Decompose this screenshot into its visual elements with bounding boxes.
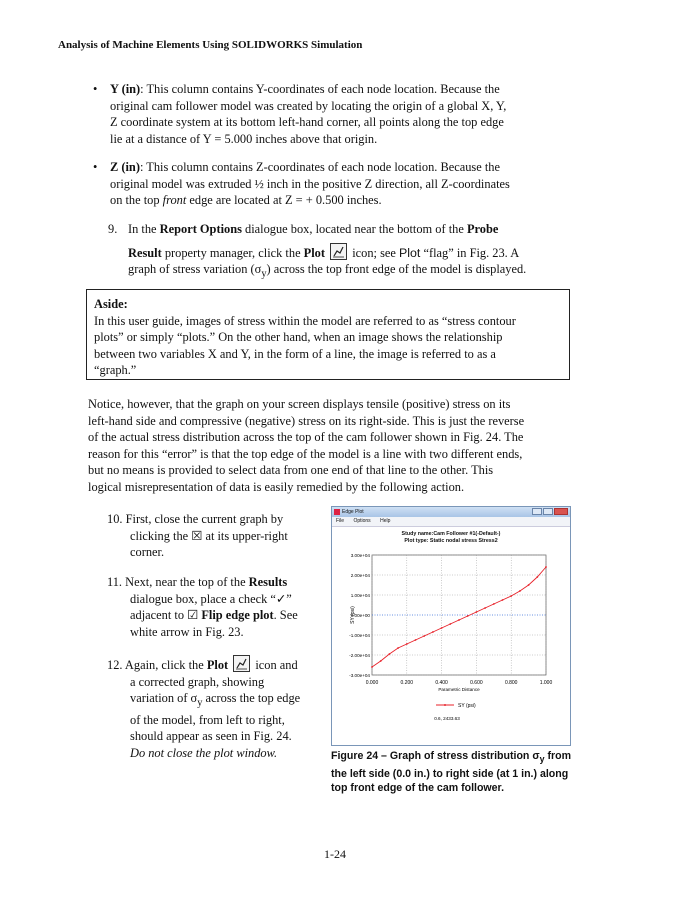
text: property manager, click the [161,245,304,260]
line: reason for this “error” is that the top edge of the model is a line with two different ends, [88,446,523,461]
bullet-y [93,81,580,147]
italic-line: Do not close the plot window. [130,745,278,760]
app-icon [334,509,340,515]
line: lie at a distance of Y = 5.000 inches above that origin. [110,131,378,146]
step-number: 10. [107,512,123,526]
y-axis-label: SY (psi) [350,606,356,624]
data-point [493,603,495,605]
step-9 [108,221,578,283]
legend-label: SY (psi) [458,702,476,709]
menu-help[interactable]: Help [380,518,391,524]
x-tick-label: 0.600 [470,680,483,686]
data-point [432,631,434,633]
line: Z coordinate system at its bottom left-hand corner, all points along the top edge [110,115,504,129]
y-tick-label: -1.00e+04 [349,632,370,638]
notice-paragraph [88,396,578,495]
text: variation of σ [130,691,198,705]
y-tick-label: -3.00e+04 [349,672,370,678]
plot-title-line: Plot type: Static nodal stress Stress2 [404,538,498,544]
menubar [332,517,570,527]
text: dialogue box, located near the bottom of the [241,222,467,236]
x-tick-label: 1.000 [539,680,553,686]
y-tick-label: 1.00e+04 [350,592,370,598]
data-point [502,599,504,601]
bold-text: Result [128,245,162,260]
text: “flag” in Fig. 23. A [420,245,520,260]
text: graph of stress variation (σ [128,262,262,276]
window-title: Edge Plot [342,509,364,515]
line: original cam follower model was created by locating the origin of a global X, Y, [110,98,507,113]
line: : This column contains Z-coordinates of each node location. Because the [139,160,500,174]
line: corner. [130,545,165,559]
data-point [397,647,399,649]
text: – Graph of stress distribution σ [378,750,540,762]
bullet-z [93,159,580,209]
line: a corrected graph, showing [130,674,265,689]
data-point [484,607,486,609]
x-tick-label: 0.800 [504,680,518,686]
x-tick-label: 0.400 [435,680,448,686]
legend-marker [444,704,446,706]
step-number: 11. [107,575,123,589]
line: of the model, from left to right, [130,712,285,727]
y-tick-label: 0.00e+00 [350,612,370,618]
plot-icon [233,655,250,672]
aside-box [86,289,570,380]
text: Next, near the top of the [125,575,249,589]
data-point [536,576,538,578]
text: icon and [252,658,298,672]
data-point [449,623,451,625]
bold-text: Plot [303,245,326,260]
step-11 [107,574,322,640]
edge-plot-window [331,506,571,746]
text: from [544,750,571,762]
data-point [423,635,425,637]
step-12 [107,655,322,761]
line: of the actual stress distribution across the top of the cam follower shown in Fig. 24. The [88,430,524,444]
subscript: y [197,697,203,709]
figure-caption [331,749,581,796]
data-point [441,627,443,629]
plot-flag-word: Plot [399,245,421,260]
line: on the top [110,193,163,207]
data-point [415,639,417,641]
figure-label: Figure 24 [331,750,379,762]
aside-line: In this user guide, images of stress within the model are referred to as “stress contour [94,313,516,328]
line: white arrow in Fig. 23. [130,624,244,639]
text: In the [128,222,160,236]
data-point [389,653,391,655]
window-titlebar [332,507,570,517]
aside-line: plots” or simply “plots.” On the other hand, when an image shows the relationship [94,330,503,344]
bullet-dot-icon: • [93,160,98,174]
minimize-button[interactable] [532,508,542,515]
bold-text: Plot [206,658,229,672]
bold-text: Probe [466,222,499,236]
bold-text: Report Options [159,222,242,236]
aside-line: “graph.” [94,363,137,377]
line: but no means is provided to select data from one end of that line to the other. This [88,463,494,477]
y-tick-label: 3.00e+04 [350,552,370,558]
x-tick-label: 0.200 [400,680,414,686]
line: First, close the current graph by [125,512,284,526]
data-point [406,643,408,645]
line: logical misrepresentation of data is easily remedied by the following action. [88,479,465,494]
text: adjacent to ☑ [130,608,202,622]
plot-title [332,531,570,545]
text: icon; see [349,245,400,260]
text: across the top edge [202,691,301,705]
term-z: Z (in) [110,160,140,174]
aside-title: Aside: [94,297,128,311]
status-readout: 0.6, 2433.63 [434,716,460,721]
subscript: y [539,754,545,765]
x-tick-label: 0.000 [365,680,379,686]
step-number: 9. [108,222,118,236]
plot-title-line: Study name:Cam Follower #1(-Default-) [401,531,501,537]
data-point [458,619,460,621]
data-point [380,660,382,662]
line: should appear as seen in Fig. 24. [130,729,292,744]
line: : This column contains Y-coordinates of each node location. Because the [140,82,500,96]
data-point [371,666,373,668]
line: left-hand side and compressive (negative) stress on its right-side. This is just the reverse [88,413,525,428]
stress-chart [332,547,570,743]
running-header: Analysis of Machine Elements Using SOLIDWORKS Simulation [58,39,363,51]
step-number: 12. [107,658,123,672]
close-button[interactable] [554,508,568,515]
y-tick-label: 2.00e+04 [350,572,370,578]
aside-line: between two variables X and Y, in the form of a line, the image is referred to as a [94,346,496,361]
menu-file[interactable]: File [336,518,345,524]
line: Notice, however, that the graph on your screen displays tensile (positive) stress on its [88,397,511,411]
line: edge are located at Z = + 0.500 inches. [186,193,382,207]
plot-icon [330,243,347,260]
data-point [476,611,478,613]
line: original model was extruded ½ inch in the positive Z direction, all Z-coordinates [110,176,510,191]
caption-line: the left side (0.0 in.) to right side (at 1 in.) along [331,767,569,780]
bold-text: Results [248,575,288,589]
line: dialogue box, place a check “✓” [130,591,292,606]
term-y: Y (in) [110,82,141,96]
italic-front: front [162,193,187,207]
line: clicking the ☒ at its upper-right [130,528,288,543]
page-number: 1-24 [324,847,346,861]
step-10 [107,511,322,561]
text: Again, click the [124,658,207,672]
data-point [545,566,547,568]
bold-text: Flip edge plot [201,608,274,622]
subscript: y [261,268,267,280]
menu-options[interactable]: Options [353,518,371,524]
data-point [510,595,512,597]
y-tick-label: -2.00e+04 [349,652,370,658]
data-point [467,615,469,617]
text: ) across the top front edge of the model is displayed. [266,262,527,276]
x-axis-label: Parametric Distance [438,687,480,692]
maximize-button[interactable] [543,508,553,515]
bullet-dot-icon: • [93,82,98,96]
data-point [528,584,530,586]
text: . See [273,608,298,622]
caption-line: top front edge of the cam follower. [331,782,505,795]
data-point [519,590,521,592]
